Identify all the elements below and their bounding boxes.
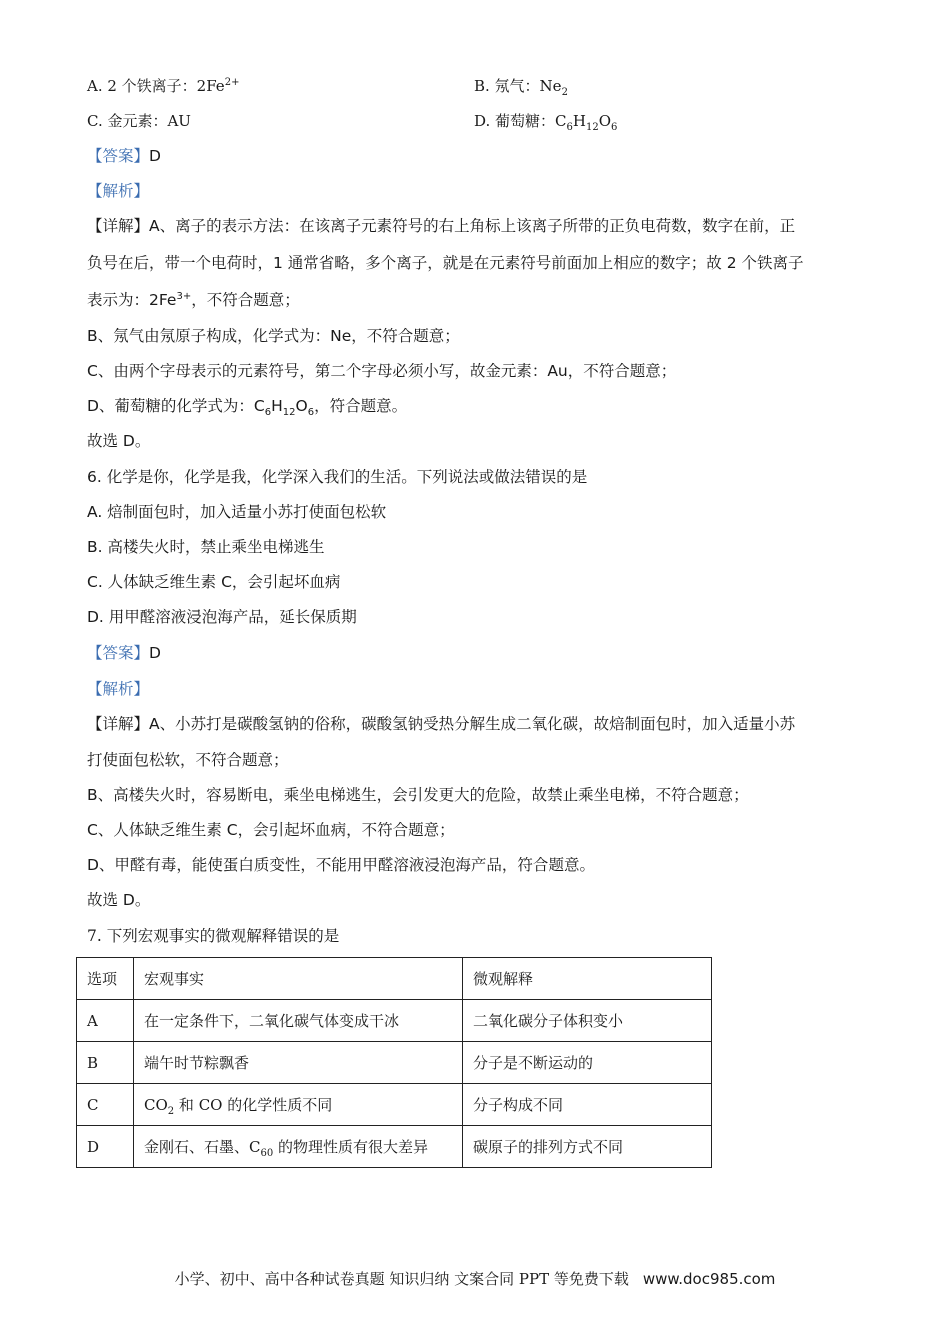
fact-sub: 60	[260, 1148, 274, 1159]
table-header-row	[77, 958, 712, 1000]
q5-option-b	[474, 76, 568, 96]
detail-text: 表示为：2Fe	[87, 291, 177, 309]
page-footer	[0, 1268, 950, 1289]
fact-sub: 2	[167, 1106, 175, 1117]
q5-option-d-text: D. 葡萄糖：C	[474, 112, 567, 130]
q5-option-b-sub: 2	[561, 87, 568, 98]
detail-text: ，符合题意。	[314, 397, 408, 415]
answer-label: 【答案】	[87, 644, 150, 662]
table-cell-option: C	[77, 1084, 134, 1126]
detail-text: D、葡萄糖的化学式为：C	[87, 397, 265, 415]
detail-label: 【详解】	[87, 217, 150, 235]
table-header-cell: 选项	[77, 958, 134, 1000]
table-cell-option: A	[77, 1000, 134, 1042]
q5-choose: 故选 D。	[87, 432, 151, 450]
q5-detail-line: 负号在后，带一个电荷时，1 通常省略，多个离子，就是在元素符号前面加上相应的数字；故 2 个铁离子	[87, 254, 804, 272]
table-header-cell: 宏观事实	[134, 958, 463, 1000]
q5-detail-line	[87, 216, 795, 236]
table-cell-fact	[134, 1126, 463, 1168]
answer-value: D	[149, 644, 161, 662]
table-cell-fact: 端午时节粽飘香	[134, 1042, 463, 1084]
fact-text: 金刚石、石墨、C	[144, 1138, 261, 1156]
fact-text: 和 CO 的化学性质不同	[174, 1096, 333, 1114]
footer-text: 小学、初中、高中各种试卷真题 知识归纳 文案合同 PPT 等免费下载	[174, 1270, 629, 1288]
detail-label: 【详解】	[87, 715, 150, 733]
table-cell-fact: 在一定条件下，二氧化碳气体变成干冰	[134, 1000, 463, 1042]
q5-detail-line	[87, 396, 408, 419]
q6-choose: 故选 D。	[87, 891, 151, 909]
table-cell-fact	[134, 1084, 463, 1126]
answer-value: D	[149, 147, 161, 165]
detail-text: H	[271, 397, 283, 415]
q5-option-d-sub: 6	[611, 122, 618, 133]
q5-option-d-text: O	[598, 112, 612, 130]
detail-text: O	[295, 397, 308, 415]
q6-detail-line: C、人体缺乏维生素 C，会引起坏血病，不符合题意；	[87, 821, 455, 839]
q7-table	[76, 957, 712, 1168]
detail-text: A、离子的表示方法：在该离子元素符号的右上角标上该离子所带的正负电荷数，数字在前，正	[149, 217, 796, 235]
table-cell-explain: 二氧化碳分子体积变小	[463, 1000, 712, 1042]
q5-option-b-text: B. 氖气：Ne	[474, 77, 562, 95]
q6-stem: 6. 化学是你，化学是我，化学深入我们的生活。下列说法或做法错误的是	[87, 468, 588, 486]
q5-option-d-text: H	[572, 112, 586, 130]
q5-detail-line: B、氖气由氖原子构成，化学式为：Ne，不符合题意；	[87, 327, 460, 345]
table-cell-explain: 碳原子的排列方式不同	[463, 1126, 712, 1168]
detail-sub: 12	[282, 407, 296, 419]
table-row	[77, 1000, 712, 1042]
q5-answer	[87, 146, 161, 166]
q6-analysis-label: 【解析】	[87, 680, 150, 698]
q5-option-c-text: C. 金元素：AU	[87, 112, 191, 130]
table-cell-option: B	[77, 1042, 134, 1084]
table-row	[77, 1126, 712, 1168]
fact-text: CO	[144, 1096, 168, 1114]
q5-option-d-sub: 12	[585, 122, 599, 133]
table-row	[77, 1042, 712, 1084]
q7-stem: 7. 下列宏观事实的微观解释错误的是	[87, 927, 340, 945]
q6-detail-line: D、甲醛有毒，能使蛋白质变性，不能用甲醛溶液浸泡海产品，符合题意。	[87, 856, 595, 874]
table-cell-explain: 分子是不断运动的	[463, 1042, 712, 1084]
q6-option-a: A. 焙制面包时，加入适量小苏打使面包松软	[87, 503, 387, 521]
table-cell-option: D	[77, 1126, 134, 1168]
q5-option-a-sup: 2+	[224, 77, 240, 88]
q5-detail-line: C、由两个字母表示的元素符号，第二个字母必须小写，故金元素：Au，不符合题意；	[87, 362, 677, 380]
detail-sub: 6	[264, 407, 272, 419]
q6-option-c: C. 人体缺乏维生素 C，会引起坏血病	[87, 573, 341, 591]
q5-option-c	[87, 111, 191, 131]
detail-sub: 6	[307, 407, 315, 419]
footer-link[interactable]: www.doc985.com	[642, 1270, 776, 1288]
q5-option-a-text: A. 2 个铁离子：2Fe	[87, 77, 225, 95]
detail-sup: 3+	[176, 290, 192, 302]
table-row	[77, 1084, 712, 1126]
q5-analysis-label: 【解析】	[87, 182, 150, 200]
table-cell-explain: 分子构成不同	[463, 1084, 712, 1126]
q5-detail-line	[87, 290, 300, 310]
q6-answer	[87, 643, 161, 663]
q5-option-a	[87, 76, 239, 96]
q6-option-d: D. 用甲醛溶液浸泡海产品，延长保质期	[87, 608, 357, 626]
answer-label: 【答案】	[87, 147, 150, 165]
q5-option-d-sub: 6	[566, 122, 573, 133]
q6-detail-line: 打使面包松软，不符合题意；	[87, 751, 289, 769]
table-header-cell: 微观解释	[463, 958, 712, 1000]
q6-detail-line	[87, 714, 795, 734]
q5-option-d	[474, 111, 617, 131]
q6-option-b: B. 高楼失火时，禁止乘坐电梯逃生	[87, 538, 325, 556]
fact-text: 的物理性质有很大差异	[273, 1138, 428, 1156]
detail-text: ，不符合题意；	[191, 291, 300, 309]
q6-detail-line: B、高楼失火时，容易断电，乘坐电梯逃生，会引发更大的危险，故禁止乘坐电梯，不符合题意；	[87, 786, 749, 804]
detail-text: A、小苏打是碳酸氢钠的俗称，碳酸氢钠受热分解生成二氧化碳，故焙制面包时，加入适量小苏	[149, 715, 796, 733]
